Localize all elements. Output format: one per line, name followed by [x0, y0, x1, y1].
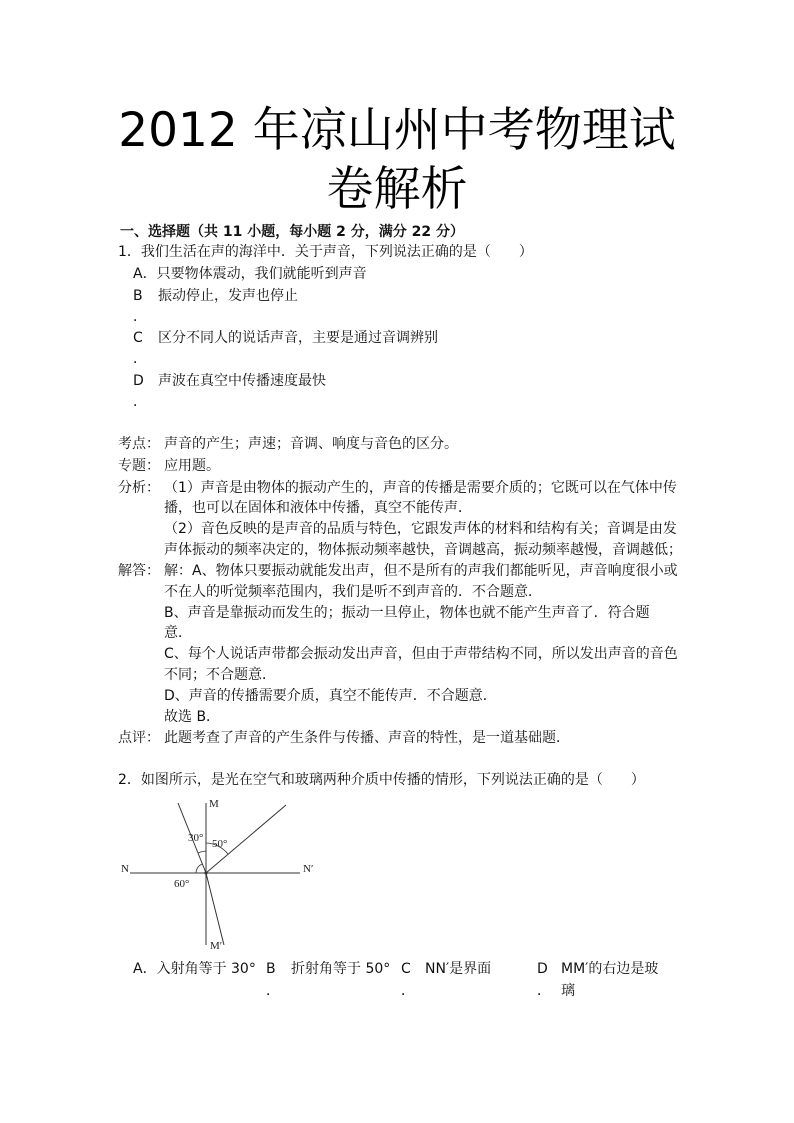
q1-option-b-letter: B	[133, 288, 143, 304]
q1-option-b-text: 振动停止，发声也停止	[158, 288, 298, 304]
q1-option-d-text: 声波在真空中传播速度最快	[158, 373, 326, 389]
q2-option-c-dot: ．	[401, 983, 415, 999]
label-m: M	[209, 798, 219, 810]
q2-option-d-dot: ．	[537, 983, 551, 999]
jieda-line-2: 不在人的听觉频率范围内，我们是听不到声音的．不合题意．	[164, 584, 542, 600]
q1-option-c-text: 区分不同人的说话声音，主要是通过音调辨别	[158, 330, 438, 346]
q2-option-a: A．入射角等于 30°	[133, 961, 256, 977]
arc-60	[196, 864, 202, 873]
zhuanti-text: 应用题。	[164, 458, 220, 474]
q2-stem: 2．如图所示，是光在空气和玻璃两种介质中传播的情形，下列说法正确的是（ ）	[118, 772, 645, 788]
q2-option-d-letter: D	[537, 961, 548, 977]
jieda-label: 解答：	[118, 563, 160, 579]
label-angle-50: 50°	[212, 838, 228, 850]
zhuanti-label: 专题：	[118, 458, 160, 474]
fenxi-line-1: （1）声音是由物体的振动产生的，声音的传播是需要介质的；它既可以在气体中传	[164, 480, 677, 496]
fenxi-line-3: （2）音色反映的是声音的品质与特色，它跟发声体的材料和结构有关；音调是由发	[164, 521, 677, 537]
jieda-line-7: D、声音的传播需要介质，真空不能传声．不合题意．	[164, 688, 497, 704]
label-m-prime: M′	[210, 940, 223, 952]
label-n: N	[121, 863, 129, 875]
jieda-line-8: 故选 B．	[164, 709, 221, 725]
q2-option-d-text-2: 璃	[561, 983, 575, 999]
section-heading: 一、选择题（共 11 小题，每小题 2 分，满分 22 分）	[120, 224, 464, 240]
intersection-point	[204, 871, 207, 874]
q2-option-d-text-1: MM′的右边是玻	[561, 961, 659, 977]
jieda-line-5: C、每个人说话声带都会振动发出声音，但由于声带结构不同，所以发出声音的音色	[164, 646, 678, 662]
label-n-prime: N′	[303, 863, 314, 875]
q1-stem: 1．我们生活在声的海洋中．关于声音，下列说法正确的是（ ）	[118, 244, 533, 260]
document-title-line-1: 2012 年凉山州中考物理试	[118, 103, 676, 158]
q1-option-d-dot: ．	[133, 394, 147, 410]
jieda-line-6: 不同；不合题意．	[164, 667, 276, 683]
fenxi-line-4: 声体振动的频率决定的，物体振动频率越快，音调越高，振动频率越慢，音调越低；	[164, 542, 682, 558]
q1-option-b-dot: ．	[133, 309, 147, 325]
fenxi-label: 分析：	[118, 480, 160, 496]
jieda-line-4: 意．	[164, 625, 192, 641]
q1-option-c-letter: C	[133, 330, 143, 346]
q2-option-b-letter: B	[266, 961, 276, 977]
light-refraction-diagram	[118, 795, 328, 955]
jieda-line-1: 解：A、物体只要振动就能发出声，但不是所有的声我们都能听见，声音响度很小或	[164, 563, 678, 579]
q2-option-c-letter: C	[401, 961, 411, 977]
q2-option-c-text: NN′是界面	[425, 961, 492, 977]
kaodian-text: 声音的产生；声速；音调、响度与音色的区分。	[164, 436, 458, 452]
q2-option-b-text: 折射角等于 50°	[291, 961, 391, 977]
kaodian-label: 考点：	[118, 436, 160, 452]
dianping-text: 此题考查了声音的产生条件与传播、声音的特性，是一道基础题．	[164, 730, 570, 746]
q1-option-c-dot: ．	[133, 351, 147, 367]
arc-30	[198, 851, 206, 853]
fenxi-line-2: 播，也可以在固体和液体中传播，真空不能传声．	[164, 500, 472, 516]
q2-option-b-dot: ．	[266, 983, 280, 999]
dianping-label: 点评：	[118, 730, 160, 746]
ray-lower-right	[206, 873, 224, 945]
jieda-line-3: B、声音是靠振动而发生的；振动一旦停止，物体也就不能产生声音了．符合题	[164, 605, 650, 621]
label-angle-30: 30°	[188, 832, 204, 844]
q1-option-a: A．只要物体震动，我们就能听到声音	[133, 266, 367, 282]
document-title-line-2: 卷解析	[326, 162, 468, 217]
label-angle-60: 60°	[174, 878, 190, 890]
q1-option-d-letter: D	[133, 373, 144, 389]
